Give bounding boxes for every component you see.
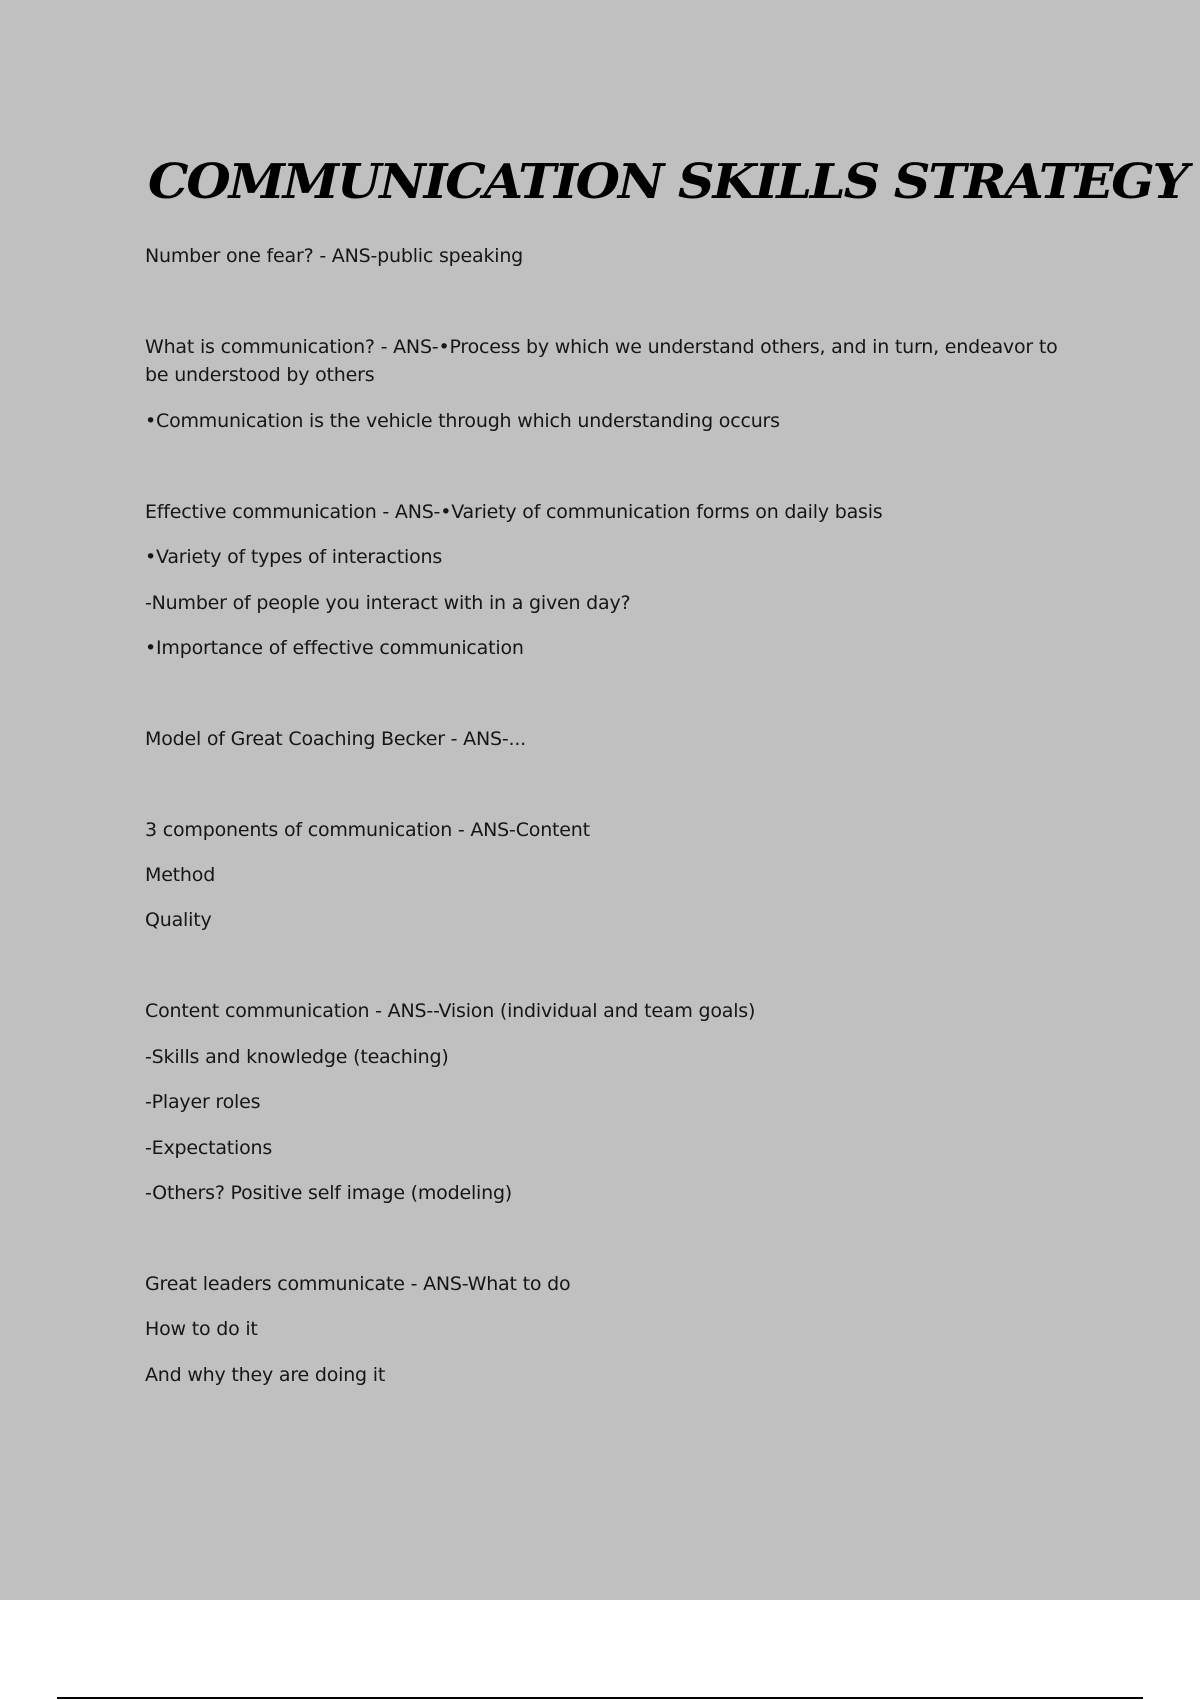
text-line: How to do it: [145, 1318, 258, 1340]
text-line: -Others? Positive self image (modeling): [145, 1182, 513, 1204]
text-line: Model of Great Coaching Becker - ANS-...: [145, 728, 526, 750]
text-line: •Importance of effective communication: [145, 637, 524, 659]
text-line: 3 components of communication - ANS-Content: [145, 819, 590, 841]
text-line: Effective communication - ANS-•Variety of communication forms on daily basis: [145, 501, 883, 523]
footer-divider: [57, 1697, 1143, 1699]
text-line: Number one fear? - ANS-public speaking: [145, 245, 524, 267]
document-title: COMMUNICATION SKILLS STRATEGY: [148, 154, 1187, 210]
text-line: -Expectations: [145, 1137, 273, 1159]
text-line: Quality: [145, 909, 212, 931]
text-line: What is communication? - ANS-•Process by which we understand others, and in turn, endeavor to be understood by others: [145, 336, 1058, 386]
text-line: Content communication - ANS--Vision (individual and team goals): [145, 1000, 756, 1022]
text-line: -Skills and knowledge (teaching): [145, 1046, 449, 1068]
text-line: -Number of people you interact with in a given day?: [145, 592, 631, 614]
text-line: -Player roles: [145, 1091, 261, 1113]
text-line: •Variety of types of interactions: [145, 546, 443, 568]
text-line: •Communication is the vehicle through which understanding occurs: [145, 410, 780, 432]
text-line: And why they are doing it: [145, 1364, 386, 1386]
text-line: Method: [145, 864, 216, 886]
text-line: Great leaders communicate - ANS-What to do: [145, 1273, 571, 1295]
